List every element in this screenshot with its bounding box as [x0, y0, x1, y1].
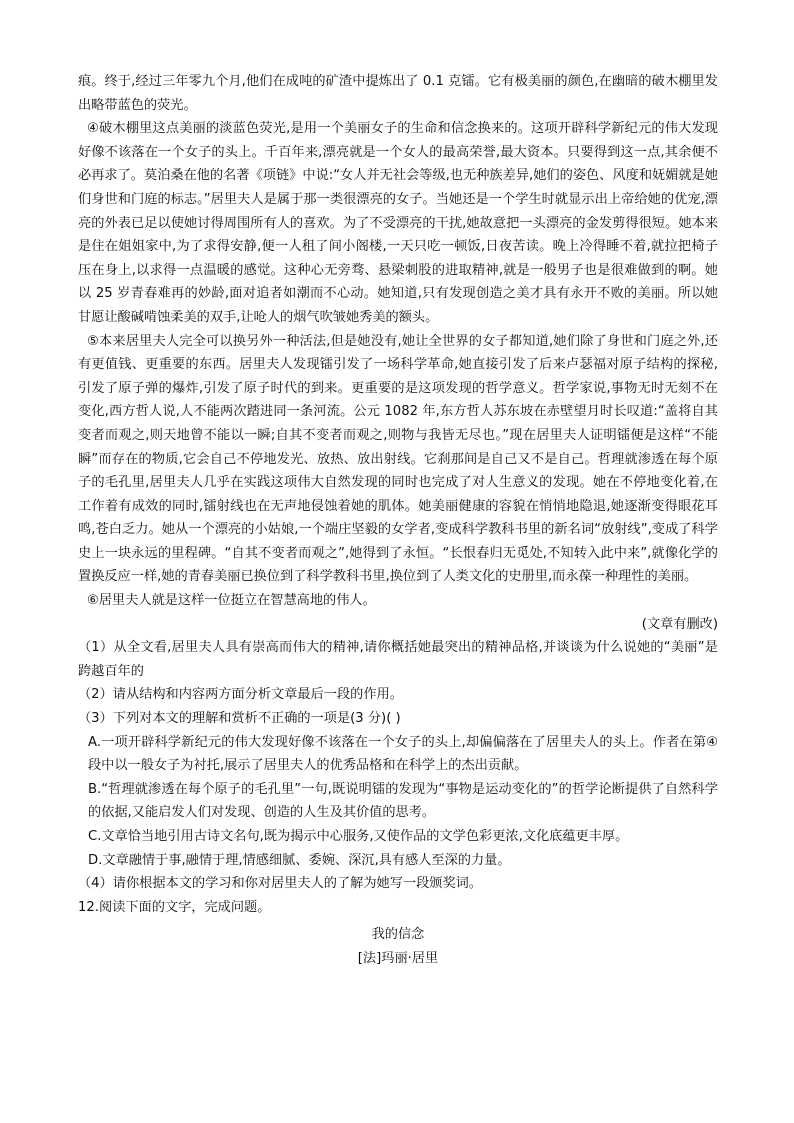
paragraph-6: ⑥居里夫人就是这样一位挺立在智慧高地的伟人。: [87, 593, 376, 609]
source-note: (文章有删改): [641, 616, 718, 632]
article-title: 我的信念: [371, 927, 425, 943]
paragraph-4: ④破木棚里这点美丽的淡蓝色荧光,是用一个美丽女子的生命和信念换来的。这项开辟科学新纪元的伟大发现好像不该落在一个女子的头上。千百年来,漂亮就是一个女人的最高荣誉,最大资本。只要得到这一点,其余便不必再求了。莫泊桑在他的名著《项链》中说:“女人并无社会等级,也无种族差异,她们的姿色、风度和妩媚就是她们身世和门庭的标志。”居里夫人是属于那一类很漂亮的女子。当她还是一个学生时就显示出上帝给她的优宠,漂亮的外表已足以使她讨得周围所有人的喜欢。为了不受漂亮的干扰,她故意把一头漂亮的金发剪得很短。她本来是住在姐姐家中,为了求得安静,便一人租了间小阁楼,一天只吃一顿饭,日夜苦读。晚上冷得睡不着,就拉把椅子压在身上,以求得一点温暖的感觉。这种心无旁骛、悬梁刺股的进取精神,就是一般男子也是很难做到的啊。她以 25 岁青春难再的妙龄,面对追者如潮而不心动。她知道,只有发现创造之美才具有永开不败的美丽。所以她甘愿让酸碱啃蚀柔美的双手,让呛人的烟气吹皱她秀美的额头。: [78, 121, 718, 325]
paragraph-5: ⑤本来居里夫人完全可以换另外一种活法,但是她没有,她让全世界的女子都知道,她们除了身世和门庭之外,还有更值钱、更重要的东西。居里夫人发现镭引发了一场科学革命,她直接引发了后来卢瑟福对原子结构的探秘,引发了原子弹的爆炸,引发了原子时代的到来。更重要的是这项发现的哲学意义。哲学家说,事物无时无刻不在变化,西方哲人说,人不能两次踏进同一条河流。公元 1082 年,东方哲人苏东坡在赤壁望月时长叹道:“盖将自其变者而观之,则天地曾不能以一瞬;自其不变者而观之,则物与我皆无尽也。”现在居里夫人证明镭便是这样“不能瞬”而存在的物质,它会自己不停地发光、放热、放出射线。它刹那间是自己又不是自己。哲理就渗透在每个原子的毛孔里,居里夫人几乎在实践这项伟大自然发现的同时也完成了对人生意义的发现。她在不停地变化着,在工作着有成效的同时,镭射线也在无声地侵蚀着她的肌体。她美丽健康的容貌在悄悄地隐退,她逐渐变得眼花耳鸣,苍白乏力。她从一个漂亮的小姑娘,一个端庄坚毅的女学者,变成科学教科书里的新名词“放射线”,变成了科学史上一块永远的里程碑。“自其不变者而观之”,她得到了永恒。“长恨春归无觅处,不知转入此中来”,就像化学的置换反应一样,她的青春美丽已换位到了科学教科书里,换位到了人类文化的史册里,而永葆一种理性的美丽。: [78, 333, 718, 585]
document-page: [78, 70, 718, 971]
option-d: D.文章融情于事,融情于理,情感细腻、委婉、深沉,具有感人至深的力量。: [88, 852, 511, 868]
question-3: （3）下列对本文的理解和赏析不正确的一项是(3 分)( ): [78, 711, 401, 727]
question-1: （1）从全文看,居里夫人具有崇高而伟大的精神,请你概括她最突出的精神品格,并谈谈为什么说她的“美丽”是跨越百年的: [78, 640, 718, 679]
paragraph-intro: 痕。终于,经过三年零九个月,他们在成吨的矿渣中提炼出了 0.1 克镭。它有极美丽的颜色,在幽暗的破木棚里发出略带蓝色的荧光。: [78, 74, 718, 113]
section-heading: 12.阅读下面的文字，完成问题。: [78, 899, 271, 915]
option-a: A.一项开辟科学新纪元的伟大发现好像不该落在一个女子的头上,却偏偏落在了居里夫人的头上。作者在第④段中以一般女子为衬托,展示了居里夫人的优秀品格和在科学上的杰出贡献。: [88, 734, 718, 774]
article-author: [法]玛丽·居里: [357, 950, 439, 966]
option-b: B.“哲理就渗透在每个原子的毛孔里”一句,既说明镭的发现为“事物是运动变化的”的哲学论断提供了自然科学的依据,又能启发人们对发现、创造的人生及其价值的思考。: [88, 781, 718, 821]
question-4: （4）请你根据本文的学习和你对居里夫人的了解为她写一段颁奖词。: [78, 876, 483, 892]
question-2: （2）请从结构和内容两方面分析文章最后一段的作用。: [78, 687, 403, 703]
option-c: C.文章恰当地引用古诗文名句,既为揭示中心服务,又使作品的文学色彩更浓,文化底蕴更丰厚。: [88, 829, 629, 844]
